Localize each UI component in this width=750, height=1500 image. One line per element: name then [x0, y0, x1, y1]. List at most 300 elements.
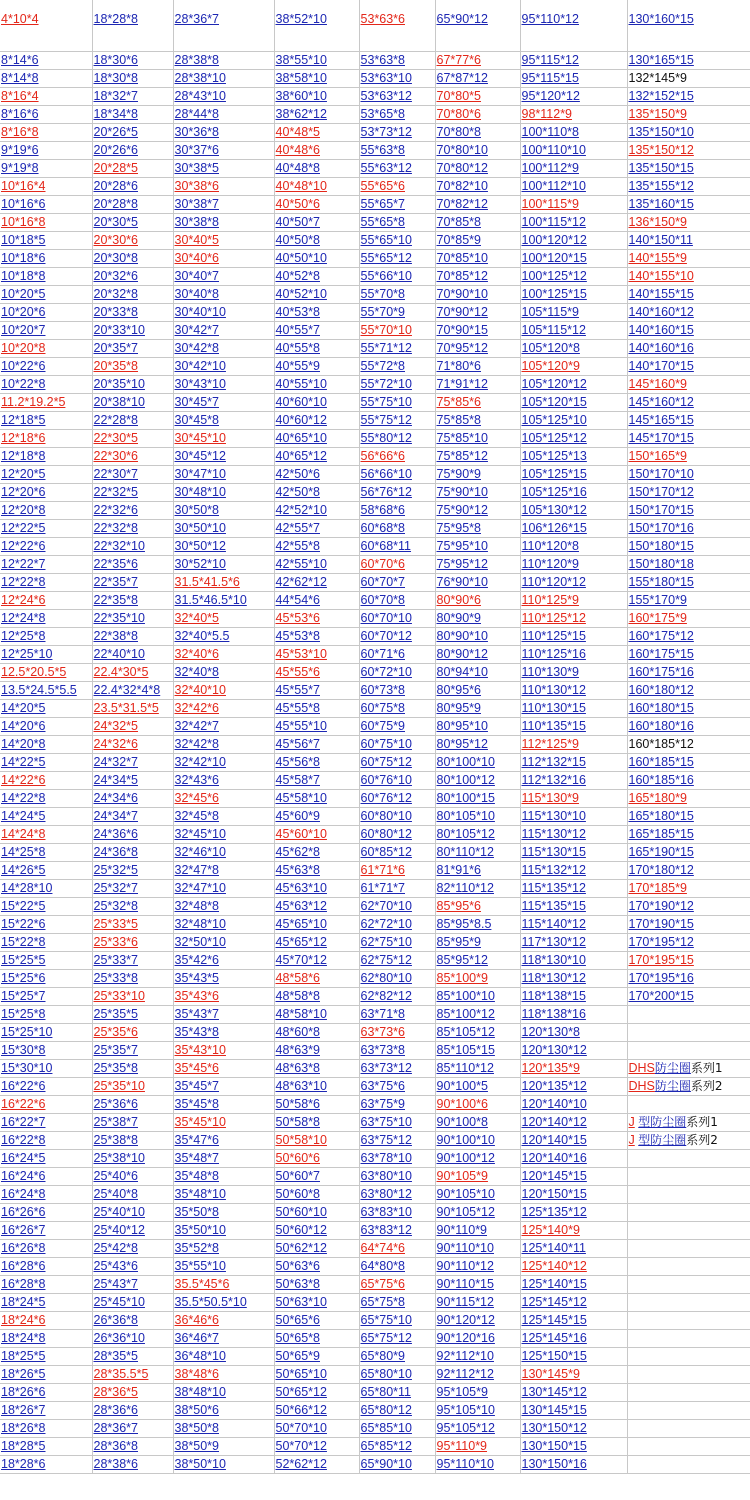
size-link[interactable]: 140*155*15	[628, 287, 694, 301]
size-link[interactable]: 60*68*11	[360, 539, 412, 553]
size-link[interactable]: 125*140*9	[521, 1223, 580, 1237]
size-link[interactable]: 150*170*16	[628, 521, 694, 535]
size-link[interactable]: 160*175*12	[628, 629, 694, 643]
size-link[interactable]: 60*70*6	[360, 557, 405, 571]
size-link[interactable]: 110*120*12	[521, 575, 586, 589]
size-link[interactable]: 18*24*6	[1, 1313, 46, 1327]
size-link[interactable]: 118*138*16	[521, 1007, 586, 1021]
size-link[interactable]: 90*110*12	[436, 1259, 494, 1273]
size-link[interactable]: 90*110*15	[436, 1277, 494, 1291]
size-link[interactable]: 61*71*6	[360, 863, 405, 877]
size-link[interactable]: 16*22*8	[1, 1133, 46, 1147]
size-link[interactable]: 60*75*12	[360, 755, 412, 769]
size-link[interactable]: 16*22*7	[1, 1115, 46, 1129]
size-link[interactable]: 15*25*10	[1, 1025, 53, 1039]
size-link[interactable]: 40*48*10	[275, 179, 327, 193]
series-name-link[interactable]: 防尘圈	[654, 1061, 691, 1075]
size-link[interactable]: 63*73*12	[360, 1061, 412, 1075]
size-link[interactable]: 56*66*6	[360, 449, 405, 463]
size-link[interactable]: 28*44*8	[174, 107, 219, 121]
size-link[interactable]: 12*18*8	[1, 449, 46, 463]
size-link[interactable]: 100*110*8	[521, 125, 579, 139]
size-link[interactable]: 70*95*12	[436, 341, 488, 355]
size-link[interactable]: 30*40*7	[174, 269, 219, 283]
size-link[interactable]: 16*28*8	[1, 1277, 46, 1291]
size-link[interactable]: 25*38*8	[93, 1133, 138, 1147]
size-link[interactable]: 32*40*5.5	[174, 629, 230, 643]
size-link[interactable]: 30*50*10	[174, 521, 226, 535]
size-link[interactable]: 48*63*9	[275, 1043, 320, 1057]
size-link[interactable]: 12*20*5	[1, 467, 46, 481]
size-link[interactable]: 55*71*12	[360, 341, 412, 355]
size-link[interactable]: 130*145*9	[521, 1367, 580, 1381]
size-link[interactable]: 95*105*10	[436, 1403, 495, 1417]
size-link[interactable]: 45*60*9	[275, 809, 320, 823]
size-link[interactable]: 120*140*12	[521, 1115, 587, 1129]
size-link[interactable]: 15*25*8	[1, 1007, 46, 1021]
size-link[interactable]: 105*125*16	[521, 485, 587, 499]
size-link[interactable]: 24*34*5	[93, 773, 138, 787]
size-link[interactable]: 42*50*8	[275, 485, 320, 499]
size-link[interactable]: 170*185*9	[628, 881, 687, 895]
size-link[interactable]: 90*110*9	[436, 1223, 488, 1237]
size-link[interactable]: 32*42*6	[174, 701, 219, 715]
size-link[interactable]: 32*45*8	[174, 809, 219, 823]
size-link[interactable]: 14*22*8	[1, 791, 46, 805]
size-link[interactable]: 32*45*6	[174, 791, 219, 805]
size-link[interactable]: 18*28*8	[93, 12, 138, 26]
size-link[interactable]: 13.5*24.5*5.5	[1, 683, 77, 697]
size-link[interactable]: 95*115*12	[521, 53, 579, 67]
size-link[interactable]: 14*20*6	[1, 719, 46, 733]
size-link[interactable]: 45*58*10	[275, 791, 327, 805]
size-link[interactable]: 32*50*10	[174, 935, 226, 949]
size-link[interactable]: 25*43*7	[93, 1277, 138, 1291]
size-link[interactable]: 132*152*15	[628, 89, 694, 103]
size-link[interactable]: 115*130*12	[521, 827, 586, 841]
size-link[interactable]: 22*30*7	[93, 467, 138, 481]
size-link[interactable]: 22*35*7	[93, 575, 138, 589]
size-link[interactable]: 38*48*10	[174, 1385, 226, 1399]
size-link[interactable]: 8*16*6	[1, 107, 39, 121]
size-link[interactable]: 50*66*12	[275, 1403, 327, 1417]
size-link[interactable]: 45*55*8	[275, 701, 320, 715]
size-link[interactable]: 70*80*10	[436, 143, 488, 157]
size-link[interactable]: 35*43*6	[174, 989, 219, 1003]
size-link[interactable]: 20*30*5	[93, 215, 138, 229]
size-link[interactable]: 15*25*7	[1, 989, 46, 1003]
size-link[interactable]: 135*150*10	[628, 125, 694, 139]
size-link[interactable]: 110*125*15	[521, 629, 586, 643]
size-link[interactable]: 25*36*6	[93, 1097, 138, 1111]
size-link[interactable]: 10*20*5	[1, 287, 46, 301]
size-link[interactable]: 12*20*6	[1, 485, 46, 499]
size-link[interactable]: 44*54*6	[275, 593, 320, 607]
size-link[interactable]: 24*32*5	[93, 719, 138, 733]
size-link[interactable]: 62*75*12	[360, 953, 412, 967]
size-link[interactable]: 70*90*15	[436, 323, 488, 337]
size-link[interactable]: 12*24*8	[1, 611, 46, 625]
size-link[interactable]: 75*95*12	[436, 557, 488, 571]
size-link[interactable]: 60*70*12	[360, 629, 412, 643]
size-link[interactable]: 12.5*20.5*5	[1, 665, 67, 679]
size-link[interactable]: 45*53*8	[275, 629, 320, 643]
size-link[interactable]: 48*63*10	[275, 1079, 327, 1093]
size-link[interactable]: 70*80*12	[436, 161, 488, 175]
size-link[interactable]: 22*32*5	[93, 485, 138, 499]
size-link[interactable]: 22.4*32*4*8	[93, 683, 161, 697]
size-link[interactable]: 105*125*10	[521, 413, 587, 427]
size-link[interactable]: 55*63*8	[360, 143, 405, 157]
size-link[interactable]: 20*38*10	[93, 395, 145, 409]
size-link[interactable]: 70*85*9	[436, 233, 481, 247]
size-link[interactable]: 16*26*6	[1, 1205, 46, 1219]
size-link[interactable]: 45*63*8	[275, 863, 320, 877]
size-link[interactable]: 45*55*7	[275, 683, 320, 697]
size-link[interactable]: 60*76*12	[360, 791, 412, 805]
size-link[interactable]: 105*125*12	[521, 431, 587, 445]
size-link[interactable]: 35*55*10	[174, 1259, 226, 1273]
size-link[interactable]: 10*16*6	[1, 197, 46, 211]
size-link[interactable]: 95*105*12	[436, 1421, 495, 1435]
size-link[interactable]: 63*75*6	[360, 1079, 405, 1093]
size-link[interactable]: 14*28*10	[1, 881, 53, 895]
size-link[interactable]: 85*95*8.5	[436, 917, 492, 931]
size-link[interactable]: 16*24*6	[1, 1169, 46, 1183]
size-link[interactable]: 90*100*12	[436, 1151, 495, 1165]
size-link[interactable]: 35*43*8	[174, 1025, 219, 1039]
size-link[interactable]: 140*160*16	[628, 341, 694, 355]
size-link[interactable]: 15*30*8	[1, 1043, 46, 1057]
size-link[interactable]: 38*50*9	[174, 1439, 219, 1453]
size-link[interactable]: 85*105*12	[436, 1025, 495, 1039]
size-link[interactable]: 15*22*6	[1, 917, 46, 931]
size-link[interactable]: 150*170*15	[628, 503, 694, 517]
size-link[interactable]: 12*22*8	[1, 575, 46, 589]
size-link[interactable]: 53*63*6	[360, 12, 405, 26]
size-link[interactable]: 10*18*6	[1, 251, 46, 265]
size-link[interactable]: 30*42*7	[174, 323, 219, 337]
size-link[interactable]: 70*85*12	[436, 269, 488, 283]
size-link[interactable]: 61*71*7	[360, 881, 405, 895]
size-link[interactable]: 22*35*6	[93, 557, 138, 571]
size-link[interactable]: 150*165*9	[628, 449, 687, 463]
size-link[interactable]: 125*140*15	[521, 1277, 587, 1291]
size-link[interactable]: 15*30*10	[1, 1061, 53, 1075]
size-link[interactable]: 12*18*6	[1, 431, 46, 445]
size-link[interactable]: 80*95*9	[436, 701, 481, 715]
size-link[interactable]: 32*42*7	[174, 719, 219, 733]
size-link[interactable]: 60*73*8	[360, 683, 405, 697]
size-link[interactable]: 80*95*12	[436, 737, 488, 751]
size-link[interactable]: 85*100*9	[436, 971, 488, 985]
size-link[interactable]: 20*33*8	[93, 305, 138, 319]
size-link[interactable]: 50*65*8	[275, 1331, 320, 1345]
size-link[interactable]: 112*125*9	[521, 737, 579, 751]
size-link[interactable]: 35*50*8	[174, 1205, 219, 1219]
size-link[interactable]: 16*26*7	[1, 1223, 46, 1237]
size-link[interactable]: 80*100*15	[436, 791, 495, 805]
size-link[interactable]: 10*22*6	[1, 359, 46, 373]
size-link[interactable]: 38*50*8	[174, 1421, 219, 1435]
size-link[interactable]: 135*150*12	[628, 143, 694, 157]
size-link[interactable]: 30*50*8	[174, 503, 219, 517]
size-link[interactable]: 16*22*6	[1, 1079, 46, 1093]
size-link[interactable]: 110*125*16	[521, 647, 586, 661]
size-link[interactable]: 80*90*10	[436, 629, 488, 643]
size-link[interactable]: 25*43*6	[93, 1259, 138, 1273]
size-link[interactable]: 10*16*4	[1, 179, 46, 193]
size-link[interactable]: 36*48*10	[174, 1349, 226, 1363]
size-link[interactable]: 63*75*9	[360, 1097, 405, 1111]
size-link[interactable]: 48*58*6	[275, 971, 320, 985]
size-link[interactable]: 38*58*10	[275, 71, 327, 85]
size-link[interactable]: 8*14*8	[1, 71, 39, 85]
size-link[interactable]: 50*70*10	[275, 1421, 327, 1435]
size-link[interactable]: 14*22*6	[1, 773, 46, 787]
size-link[interactable]: 160*180*12	[628, 683, 694, 697]
size-link[interactable]: 71*91*12	[436, 377, 488, 391]
size-link[interactable]: 42*55*10	[275, 557, 327, 571]
size-link[interactable]: 10*16*8	[1, 215, 46, 229]
size-link[interactable]: 32*48*10	[174, 917, 226, 931]
size-link[interactable]: 75*85*6	[436, 395, 481, 409]
size-link[interactable]: 25*33*6	[93, 935, 138, 949]
size-link[interactable]: 24*36*8	[93, 845, 138, 859]
size-link[interactable]: 65*75*8	[360, 1295, 405, 1309]
size-link[interactable]: 50*60*7	[275, 1169, 320, 1183]
size-link[interactable]: 38*50*10	[174, 1457, 226, 1471]
size-link[interactable]: 26*36*10	[93, 1331, 145, 1345]
size-link[interactable]: 150*170*10	[628, 467, 694, 481]
size-link[interactable]: 118*130*12	[521, 971, 586, 985]
size-link[interactable]: 40*50*8	[275, 233, 320, 247]
size-link[interactable]: 25*45*10	[93, 1295, 145, 1309]
size-link[interactable]: 45*63*12	[275, 899, 327, 913]
size-link[interactable]: 125*145*12	[521, 1295, 587, 1309]
size-link[interactable]: 30*42*8	[174, 341, 219, 355]
size-link[interactable]: 24*34*6	[93, 791, 138, 805]
size-link[interactable]: 25*33*5	[93, 917, 138, 931]
size-link[interactable]: 31.5*46.5*10	[174, 593, 247, 607]
size-link[interactable]: 70*85*10	[436, 251, 488, 265]
series-name-link[interactable]: 防尘圈	[654, 1079, 691, 1093]
size-link[interactable]: 63*83*10	[360, 1205, 412, 1219]
size-link[interactable]: 115*135*15	[521, 899, 586, 913]
size-link[interactable]: 63*75*10	[360, 1115, 412, 1129]
size-link[interactable]: 22.4*30*5	[93, 665, 149, 679]
size-link[interactable]: 85*105*15	[436, 1043, 495, 1057]
size-link[interactable]: 12*25*10	[1, 647, 53, 661]
size-link[interactable]: 63*73*8	[360, 1043, 405, 1057]
size-link[interactable]: 28*38*6	[93, 1457, 138, 1471]
size-link[interactable]: 18*26*8	[1, 1421, 46, 1435]
size-link[interactable]: 62*82*12	[360, 989, 412, 1003]
size-link[interactable]: 80*90*6	[436, 593, 481, 607]
size-link[interactable]: 38*52*10	[275, 12, 327, 26]
size-link[interactable]: 95*120*12	[521, 89, 580, 103]
size-link[interactable]: 40*48*5	[275, 125, 320, 139]
size-link[interactable]: 85*95*9	[436, 935, 481, 949]
size-link[interactable]: 28*36*7	[174, 12, 219, 26]
size-link[interactable]: 40*53*8	[275, 305, 320, 319]
size-link[interactable]: 20*28*5	[93, 161, 138, 175]
size-link[interactable]: 62*80*10	[360, 971, 412, 985]
size-link[interactable]: 45*55*10	[275, 719, 327, 733]
size-link[interactable]: 55*65*12	[360, 251, 412, 265]
size-link[interactable]: 22*35*8	[93, 593, 138, 607]
size-link[interactable]: 100*125*12	[521, 269, 587, 283]
size-link[interactable]: 170*195*12	[628, 935, 694, 949]
size-link[interactable]: 63*80*12	[360, 1187, 412, 1201]
size-link[interactable]: 120*140*15	[521, 1133, 587, 1147]
size-link[interactable]: 40*55*9	[275, 359, 320, 373]
size-link[interactable]: 90*105*12	[436, 1205, 495, 1219]
size-link[interactable]: 40*48*8	[275, 161, 320, 175]
size-link[interactable]: 150*170*12	[628, 485, 694, 499]
size-link[interactable]: 70*90*10	[436, 287, 488, 301]
size-link[interactable]: 81*91*6	[436, 863, 481, 877]
size-link[interactable]: 170*190*12	[628, 899, 694, 913]
size-link[interactable]: 50*58*10	[275, 1133, 327, 1147]
size-link[interactable]: 10*20*7	[1, 323, 46, 337]
size-link[interactable]: 125*135*12	[521, 1205, 587, 1219]
size-link[interactable]: 55*72*10	[360, 377, 412, 391]
size-link[interactable]: 112*132*15	[521, 755, 586, 769]
size-link[interactable]: 55*63*12	[360, 161, 412, 175]
size-link[interactable]: 18*26*5	[1, 1367, 46, 1381]
size-link[interactable]: 40*52*10	[275, 287, 327, 301]
size-link[interactable]: 30*42*10	[174, 359, 226, 373]
size-link[interactable]: 25*38*7	[93, 1115, 138, 1129]
size-link[interactable]: 20*26*5	[93, 125, 138, 139]
size-link[interactable]: 30*40*6	[174, 251, 219, 265]
size-link[interactable]: 160*180*16	[628, 719, 694, 733]
size-link[interactable]: 145*165*15	[628, 413, 694, 427]
size-link[interactable]: 75*85*10	[436, 431, 488, 445]
size-link[interactable]: 10*22*8	[1, 377, 46, 391]
size-link[interactable]: 75*90*12	[436, 503, 488, 517]
size-link[interactable]: 16*24*5	[1, 1151, 46, 1165]
size-link[interactable]: 32*42*8	[174, 737, 219, 751]
size-link[interactable]: 20*32*8	[93, 287, 138, 301]
size-link[interactable]: 45*65*10	[275, 917, 327, 931]
size-link[interactable]: 42*62*12	[275, 575, 327, 589]
size-link[interactable]: 125*140*12	[521, 1259, 587, 1273]
size-link[interactable]: 140*160*15	[628, 323, 694, 337]
size-link[interactable]: 35.5*50.5*10	[174, 1295, 247, 1309]
size-link[interactable]: 18*32*7	[93, 89, 138, 103]
size-link[interactable]: 145*160*12	[628, 395, 694, 409]
size-link[interactable]: 120*135*12	[521, 1079, 587, 1093]
size-link[interactable]: 28*43*10	[174, 89, 226, 103]
size-link[interactable]: 70*80*6	[436, 107, 481, 121]
size-link[interactable]: 25*35*5	[93, 1007, 138, 1021]
size-link[interactable]: 18*34*8	[93, 107, 138, 121]
size-link[interactable]: 42*52*10	[275, 503, 327, 517]
size-link[interactable]: 64*74*6	[360, 1241, 405, 1255]
size-link[interactable]: 36*46*7	[174, 1331, 219, 1345]
size-link[interactable]: 28*36*6	[93, 1403, 138, 1417]
size-link[interactable]: 40*50*6	[275, 197, 320, 211]
size-link[interactable]: 80*90*9	[436, 611, 481, 625]
size-link[interactable]: 64*80*8	[360, 1259, 405, 1273]
size-link[interactable]: 65*80*10	[360, 1367, 412, 1381]
size-link[interactable]: 45*53*10	[275, 647, 327, 661]
series-name-link[interactable]: 型防尘圈	[638, 1133, 687, 1147]
size-link[interactable]: 18*26*6	[1, 1385, 46, 1399]
series-code[interactable]: J	[628, 1115, 635, 1129]
size-link[interactable]: 53*63*10	[360, 71, 412, 85]
size-link[interactable]: 63*75*12	[360, 1133, 412, 1147]
size-link[interactable]: 65*90*10	[360, 1457, 412, 1471]
size-link[interactable]: 11.2*19.2*5	[1, 395, 66, 409]
size-link[interactable]: 45*56*7	[275, 737, 320, 751]
size-link[interactable]: 31.5*41.5*6	[174, 575, 240, 589]
size-link[interactable]: 30*48*10	[174, 485, 226, 499]
size-link[interactable]: 145*160*9	[628, 377, 687, 391]
size-link[interactable]: 60*80*12	[360, 827, 412, 841]
size-link[interactable]: 32*46*10	[174, 845, 226, 859]
size-link[interactable]: 42*55*7	[275, 521, 320, 535]
size-link[interactable]: 8*16*4	[1, 89, 39, 103]
size-link[interactable]: 35*47*6	[174, 1133, 219, 1147]
size-link[interactable]: 48*60*8	[275, 1025, 320, 1039]
size-link[interactable]: 14*24*8	[1, 827, 46, 841]
size-link[interactable]: 14*24*5	[1, 809, 46, 823]
size-link[interactable]: 14*20*8	[1, 737, 46, 751]
size-link[interactable]: 100*120*15	[521, 251, 587, 265]
size-link[interactable]: 18*28*5	[1, 1439, 46, 1453]
size-link[interactable]: 22*38*8	[93, 629, 138, 643]
size-link[interactable]: 16*22*6	[1, 1097, 46, 1111]
size-link[interactable]: 120*140*10	[521, 1097, 587, 1111]
size-link[interactable]: 50*65*10	[275, 1367, 327, 1381]
size-link[interactable]: 136*150*9	[628, 215, 687, 229]
size-link[interactable]: 60*70*10	[360, 611, 412, 625]
size-link[interactable]: 28*36*8	[93, 1439, 138, 1453]
size-link[interactable]: 76*90*10	[436, 575, 488, 589]
size-link[interactable]: 55*72*8	[360, 359, 405, 373]
size-link[interactable]: 42*50*6	[275, 467, 320, 481]
size-link[interactable]: 48*63*8	[275, 1061, 320, 1075]
size-link[interactable]: 90*100*10	[436, 1133, 495, 1147]
size-link[interactable]: 10*18*5	[1, 233, 46, 247]
size-link[interactable]: 120*145*15	[521, 1169, 587, 1183]
size-link[interactable]: 14*26*5	[1, 863, 46, 877]
size-link[interactable]: 55*75*12	[360, 413, 412, 427]
size-link[interactable]: 9*19*6	[1, 143, 39, 157]
size-link[interactable]: 60*68*8	[360, 521, 405, 535]
size-link[interactable]: 18*25*5	[1, 1349, 46, 1363]
size-link[interactable]: 30*37*6	[174, 143, 219, 157]
size-link[interactable]: 130*145*12	[521, 1385, 587, 1399]
size-link[interactable]: 105*120*15	[521, 395, 587, 409]
size-link[interactable]: 115*135*12	[521, 881, 586, 895]
size-link[interactable]: 30*38*6	[174, 179, 219, 193]
size-link[interactable]: 92*112*10	[436, 1349, 494, 1363]
size-link[interactable]: 62*72*10	[360, 917, 412, 931]
size-link[interactable]: 24*32*7	[93, 755, 138, 769]
size-link[interactable]: 155*180*15	[628, 575, 694, 589]
size-link[interactable]: 35*43*10	[174, 1043, 226, 1057]
size-link[interactable]: 100*112*10	[521, 179, 586, 193]
size-link[interactable]: 20*32*6	[93, 269, 138, 283]
size-link[interactable]: 25*32*5	[93, 863, 138, 877]
size-link[interactable]: 22*30*6	[93, 449, 138, 463]
size-link[interactable]: 120*130*8	[521, 1025, 580, 1039]
size-link[interactable]: 25*40*12	[93, 1223, 145, 1237]
